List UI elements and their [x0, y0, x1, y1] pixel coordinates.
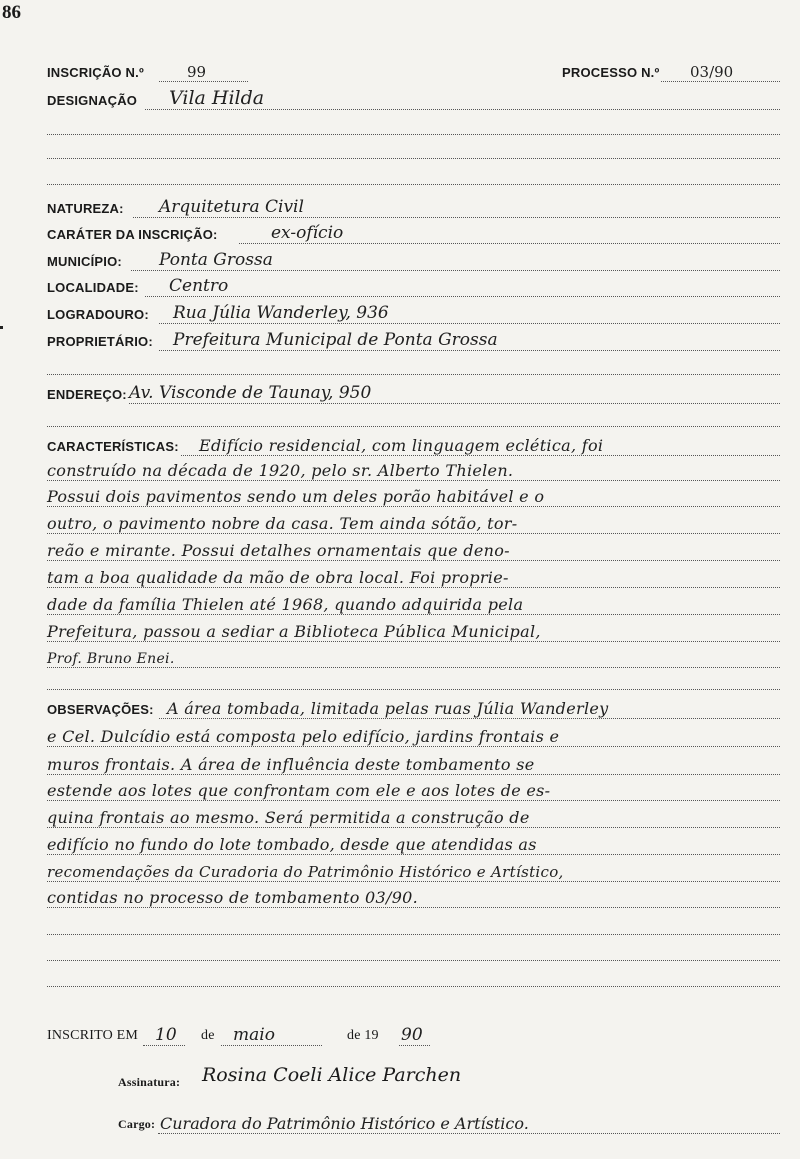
margin-mark: [0, 326, 3, 329]
caracteristicas-line: [181, 455, 780, 456]
processo-line: [661, 81, 780, 82]
caracteristicas-row: [47, 434, 780, 456]
endereco-row: [47, 382, 780, 404]
caracteristicas-line: [47, 510, 780, 534]
natureza-row: [47, 196, 780, 218]
municipio-line: [131, 270, 780, 271]
localidade-row: [47, 275, 780, 297]
cargo-row: [118, 1112, 780, 1134]
localidade-label: LOCALIDADE:: [47, 280, 139, 295]
observacoes-label: OBSERVAÇÕES:: [47, 702, 154, 717]
carater-label: CARÁTER DA INSCRIÇÃO:: [47, 227, 218, 242]
blank-line: [47, 934, 780, 935]
municipio-value: Ponta Grossa: [159, 250, 273, 270]
natureza-line: [133, 217, 780, 218]
caracteristicas-line-text: Prefeitura, passou a sediar a Biblioteca Pública Municipal,: [47, 622, 541, 641]
ano-line: [399, 1045, 430, 1046]
proprietario-line: [159, 350, 780, 351]
inscrito-mes: maio: [233, 1025, 275, 1045]
municipio-label: MUNICÍPIO:: [47, 254, 122, 269]
observacoes-line: [159, 718, 780, 719]
inscrito-row: [47, 1022, 780, 1046]
observacoes-line-text: contidas no processo de tombamento 03/90.: [47, 888, 419, 907]
inscricao-label: INSCRIÇÃO N.º: [47, 65, 144, 80]
caracteristicas-line: [47, 591, 780, 615]
caracteristicas-line-text: tam a boa qualidade da mão de obra local. Foi proprie-: [47, 568, 509, 587]
caracteristicas-line: [47, 564, 780, 588]
proprietario-row: [47, 329, 780, 351]
observacoes-line: [47, 831, 780, 855]
designacao-row: [47, 88, 780, 110]
blank-line: [47, 986, 780, 987]
caracteristicas-line: [47, 457, 780, 481]
endereco-value: Av. Visconde de Taunay, 950: [129, 383, 372, 403]
blank-line: [47, 374, 780, 375]
observacoes-line-text: e Cel. Dulcídio está composta pelo edifício, jardins frontais e: [47, 727, 560, 746]
endereco-line: [129, 403, 780, 404]
logradouro-line: [159, 323, 780, 324]
inscrito-ano: 90: [401, 1025, 423, 1045]
caracteristicas-line-text: Possui dois pavimentos sendo um deles porão habitável e o: [47, 487, 545, 506]
observacoes-line-text: edifício no fundo do lote tombado, desde que atendidas as: [47, 835, 537, 854]
observacoes-line: [47, 804, 780, 828]
observacoes-line: [47, 884, 780, 908]
caracteristicas-line-text: construído na década de 1920, pelo sr. Alberto Thielen.: [47, 461, 514, 480]
carater-row: [47, 222, 780, 244]
observacoes-line-text: estende aos lotes que confrontam com ele e aos lotes de es-: [47, 781, 551, 800]
caracteristicas-line-text: dade da família Thielen até 1968, quando adquirida pela: [47, 595, 524, 614]
inscricao-line: [159, 81, 248, 82]
caracteristicas-line-text: reão e mirante. Possui detalhes ornamentais que deno-: [47, 541, 510, 560]
caracteristicas-line-text: Prof. Bruno Enei.: [47, 651, 175, 667]
blank-line: [47, 184, 780, 185]
assinatura-label: Assinatura:: [118, 1075, 181, 1089]
logradouro-label: LOGRADOURO:: [47, 307, 149, 322]
designacao-value: Vila Hilda: [169, 87, 265, 109]
de-label: de: [201, 1028, 215, 1043]
inscricao-value: 99: [187, 63, 207, 81]
caracteristicas-line: [47, 618, 780, 642]
cargo-label: Cargo:: [118, 1117, 156, 1131]
observacoes-line-text: quina frontais ao mesmo. Será permitida a construção de: [47, 808, 530, 827]
caracteristicas-label: CARACTERÍSTICAS:: [47, 439, 179, 454]
inscricao-row: [47, 62, 780, 82]
processo-label: PROCESSO N.º: [562, 65, 660, 80]
processo-value: 03/90: [690, 63, 734, 81]
dia-line: [143, 1045, 185, 1046]
caracteristicas-line-text: Edifício residencial, com linguagem eclética, foi: [199, 436, 604, 455]
municipio-row: [47, 249, 780, 271]
caracteristicas-line-text: outro, o pavimento nobre da casa. Tem ainda sótão, tor-: [47, 514, 518, 533]
caracteristicas-line: [47, 644, 780, 668]
endereco-label: ENDEREÇO:: [47, 387, 127, 402]
blank-line: [47, 689, 780, 690]
blank-line: [47, 960, 780, 961]
de-19-label: de 19: [347, 1028, 379, 1043]
proprietario-label: PROPRIETÁRIO:: [47, 334, 153, 349]
localidade-value: Centro: [169, 276, 229, 296]
natureza-label: NATUREZA:: [47, 201, 124, 216]
proprietario-value: Prefeitura Municipal de Ponta Grossa: [173, 330, 498, 350]
blank-line: [47, 426, 780, 427]
natureza-value: Arquitetura Civil: [159, 197, 304, 217]
designacao-label: DESIGNAÇÃO: [47, 93, 138, 108]
designacao-line: [145, 109, 780, 110]
page-number: 86: [2, 2, 21, 23]
observacoes-line-text: recomendações da Curadoria do Patrimônio Histórico e Artístico,: [47, 863, 564, 881]
caracteristicas-line: [47, 537, 780, 561]
signature: Rosina Coeli Alice Parchen: [202, 1064, 462, 1086]
observacoes-line: [47, 777, 780, 801]
observacoes-line: [47, 858, 780, 882]
observacoes-line-text: muros frontais. A área de influência deste tombamento se: [47, 755, 535, 774]
observacoes-line-text: A área tombada, limitada pelas ruas Júlia Wanderley: [167, 699, 609, 718]
carater-line: [239, 243, 780, 244]
inscrito-dia: 10: [155, 1025, 177, 1045]
carater-value: ex-ofício: [271, 223, 344, 243]
mes-line: [221, 1045, 322, 1046]
blank-line: [47, 158, 780, 159]
cargo-value: Curadora do Patrimônio Histórico e Artístico.: [160, 1114, 529, 1133]
blank-line: [47, 134, 780, 135]
logradouro-value: Rua Júlia Wanderley, 936: [173, 303, 389, 323]
observacoes-row: [47, 697, 780, 719]
caracteristicas-line: [47, 483, 780, 507]
localidade-line: [145, 296, 780, 297]
observacoes-line: [47, 751, 780, 775]
cargo-line: [158, 1133, 780, 1134]
logradouro-row: [47, 302, 780, 324]
inscrito-label: INSCRITO EM: [47, 1028, 139, 1043]
observacoes-line: [47, 723, 780, 747]
